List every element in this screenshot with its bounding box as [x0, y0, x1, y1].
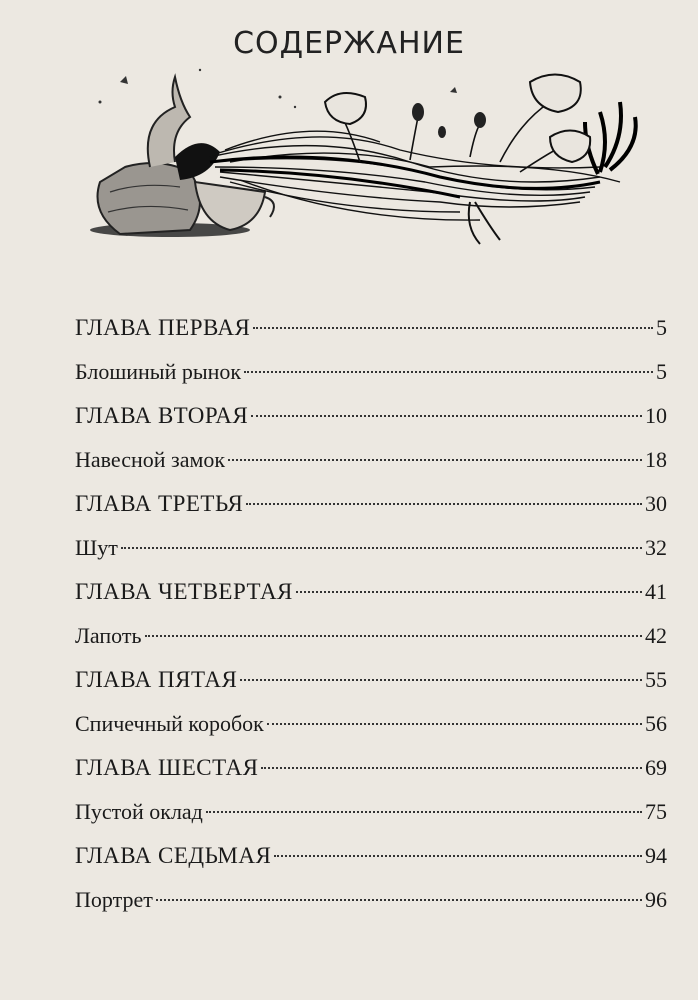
toc-entry[interactable]	[75, 306, 667, 350]
toc-entry[interactable]	[75, 438, 667, 482]
toc-entry[interactable]	[75, 526, 667, 570]
toc-entry-title: Пустой оклад	[75, 799, 203, 824]
toc-entry-title: ГЛАВА ВТОРАЯ	[75, 403, 249, 428]
dot-leader	[228, 459, 642, 461]
teapot-flowers-illustration	[80, 62, 640, 252]
dot-leader	[267, 723, 642, 725]
toc-entry-title: ГЛАВА ШЕСТАЯ	[75, 755, 259, 780]
toc-entry-page: 69	[645, 755, 667, 780]
toc-entry[interactable]	[75, 482, 667, 526]
dot-leader	[296, 591, 642, 593]
toc-entry-title: ГЛАВА ЧЕТВЕРТАЯ	[75, 579, 293, 604]
toc-entry-page: 55	[645, 667, 667, 692]
dot-leader	[121, 547, 642, 549]
toc-entry-page: 96	[645, 887, 667, 912]
toc-entry-page: 30	[645, 491, 667, 516]
toc-entry-page: 75	[645, 799, 667, 824]
toc-entry-title: ГЛАВА ПЕРВАЯ	[75, 315, 251, 340]
toc-entry[interactable]	[75, 350, 667, 394]
toc-entry[interactable]	[75, 746, 667, 790]
dot-leader	[274, 855, 642, 857]
toc-entry-page: 56	[645, 711, 667, 736]
toc-entry[interactable]	[75, 570, 667, 614]
dot-leader	[145, 635, 642, 637]
page-title: СОДЕРЖАНИЕ	[233, 26, 465, 61]
toc-entry[interactable]	[75, 394, 667, 438]
toc-entry-page: 5	[656, 315, 667, 340]
toc-entry[interactable]	[75, 834, 667, 878]
toc-entry-title: Спичечный коробок	[75, 711, 264, 736]
dot-leader	[156, 899, 642, 901]
dot-leader	[240, 679, 642, 681]
toc-entry-title: Лапоть	[75, 623, 142, 648]
toc-entry-title: ГЛАВА СЕДЬМАЯ	[75, 843, 272, 868]
toc-entry[interactable]	[75, 790, 667, 834]
toc-entry-title: Навесной замок	[75, 447, 226, 472]
toc-entry-title: ГЛАВА ПЯТАЯ	[75, 667, 238, 692]
dot-leader	[206, 811, 642, 813]
table-of-contents	[75, 306, 667, 922]
dot-leader	[246, 503, 642, 505]
toc-entry-page: 10	[645, 403, 667, 428]
toc-entry-title: Портрет	[75, 887, 153, 912]
toc-entry-page: 41	[645, 579, 667, 604]
dot-leader	[251, 415, 642, 417]
toc-entry-title: ГЛАВА ТРЕТЬЯ	[75, 491, 244, 516]
toc-entry-page: 42	[645, 623, 667, 648]
dot-leader	[253, 327, 653, 329]
toc-entry-title: Шут	[75, 535, 118, 560]
toc-entry-page: 5	[656, 359, 667, 384]
toc-entry[interactable]	[75, 658, 667, 702]
toc-entry-title: Блошиный рынок	[75, 359, 242, 384]
toc-entry-page: 18	[645, 447, 667, 472]
toc-entry-page: 94	[645, 843, 667, 868]
dot-leader	[244, 371, 653, 373]
toc-entry[interactable]	[75, 614, 667, 658]
toc-entry[interactable]	[75, 702, 667, 746]
toc-entry[interactable]	[75, 878, 667, 922]
dot-leader	[261, 767, 642, 769]
toc-entry-page: 32	[645, 535, 667, 560]
